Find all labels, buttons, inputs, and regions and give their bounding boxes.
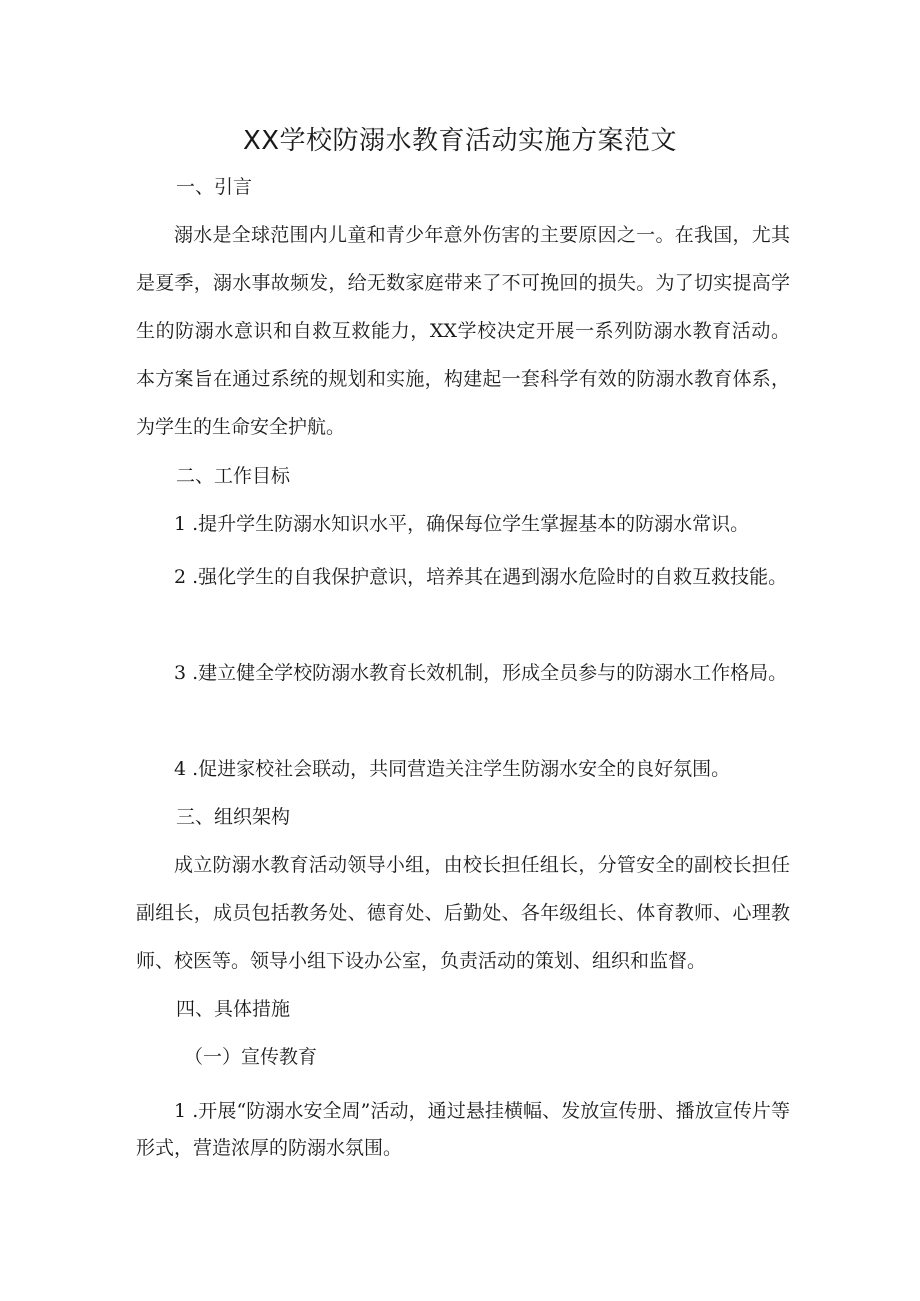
goal-item-3: 3 .建立健全学校防溺水教育长效机制，形成全员参与的防溺水工作格局。 bbox=[174, 662, 788, 684]
goal-item-4: 4 .促进家校社会联动，共同营造关注学生防溺水安全的良好氛围。 bbox=[174, 758, 731, 780]
document-title: XX学校防溺水教育活动实施方案范文 bbox=[242, 126, 678, 156]
goal-item-2: 2 .强化学生的自我保护意识，培养其在遇到溺水危险时的自救互救技能。 bbox=[174, 566, 788, 588]
intro-paragraph: 溺水是全球范围内儿童和青少年意外伤害的主要原因之一。在我国，尤其是夏季，溺水事故频发，给无数家庭带来了不可挽回的损失。为了切实提高学生的防溺水意识和自救互救能力，XX学校决定开展一系列防溺水教育活动。本方案旨在通过系统的规划和实施，构建起一套科学有效的防溺水教育体系，为学生的生命安全护航。 bbox=[136, 224, 790, 438]
section-heading-organization: 三、组织架构 bbox=[176, 806, 291, 828]
measure-item-1: 1 .开展“防溺水安全周”活动，通过悬挂横幅、发放宣传册、播放宣传片等形式，营造浓厚的防溺水氛围。 bbox=[136, 1100, 790, 1159]
sub-heading-publicity: （一）宣传教育 bbox=[184, 1046, 318, 1068]
organization-paragraph: 成立防溺水教育活动领导小组，由校长担任组长，分管安全的副校长担任副组长，成员包括教务处、德育处、后勤处、各年级组长、体育教师、心理教师、校医等。领导小组下设办公室，负责活动的策划、组织和监督。 bbox=[136, 854, 790, 972]
section-heading-intro: 一、引言 bbox=[176, 176, 253, 198]
section-heading-measures: 四、具体措施 bbox=[176, 998, 291, 1020]
section-heading-goals: 二、工作目标 bbox=[176, 465, 291, 487]
goal-item-1: 1 .提升学生防溺水知识水平，确保每位学生掌握基本的防溺水常识。 bbox=[174, 513, 750, 535]
